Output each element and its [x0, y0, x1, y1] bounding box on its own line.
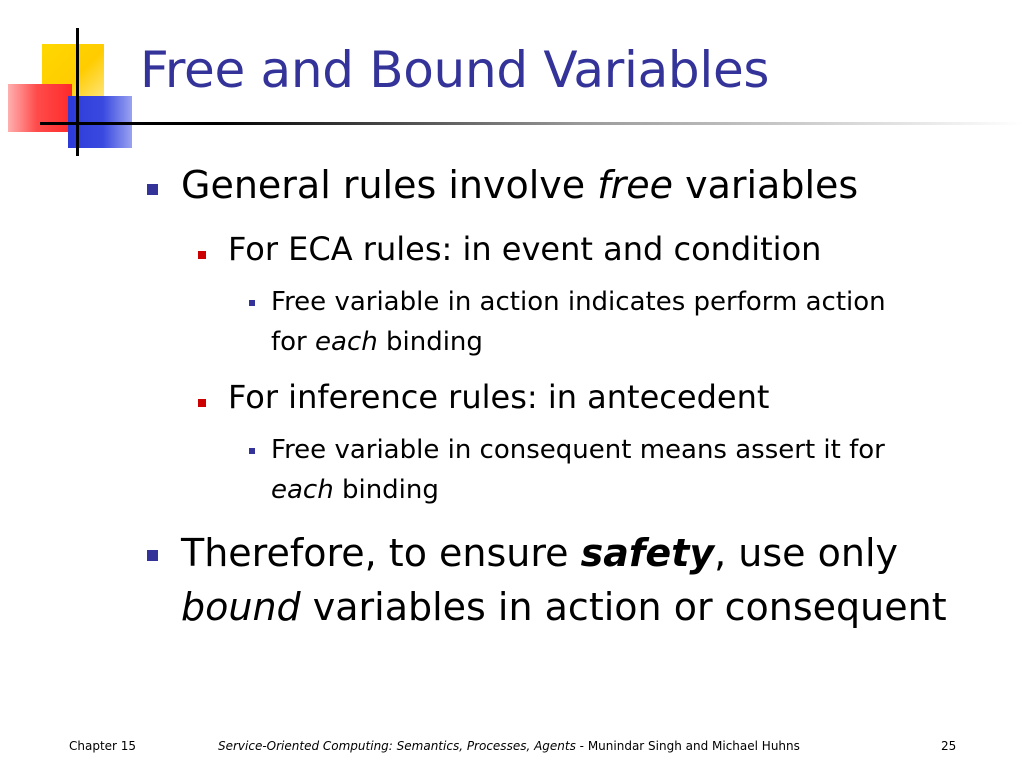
bullet-line: Free variable in consequent means assert it for [271, 435, 885, 465]
title-divider [40, 122, 1024, 125]
bullet-general-rules [181, 160, 858, 210]
bullet-therefore-safety [181, 526, 947, 634]
bullet-text-emphasis: each [315, 327, 378, 357]
footer-book-title: Service-Oriented Computing: Semantics, Processes, Agents [218, 739, 576, 753]
bullet-text: Therefore, to ensure [181, 531, 581, 575]
bullet-line [271, 470, 885, 510]
bullet-text: binding [377, 327, 483, 357]
bullet-marker-level3 [249, 300, 255, 306]
footer-book-credit [218, 738, 800, 754]
bullet-line: Free variable in action indicates perform action [271, 287, 886, 317]
bullet-line [271, 322, 886, 362]
bullet-inference-rules: For inference rules: in antecedent [228, 378, 770, 416]
footer-chapter: Chapter 15 [69, 739, 137, 753]
bullet-line [181, 526, 947, 580]
bullet-marker-level3 [249, 448, 255, 454]
bullet-marker-level1 [147, 550, 158, 561]
footer-page-number: 25 [941, 739, 957, 753]
bullet-text-emphasis: bound [181, 585, 301, 629]
bullet-text: variables [673, 163, 859, 207]
logo-vertical-line [76, 28, 79, 156]
bullet-text: variables in action or consequent [300, 585, 947, 629]
bullet-marker-level2 [198, 399, 206, 407]
slide-title: Free and Bound Variables [140, 41, 770, 99]
bullet-text: for [271, 327, 316, 357]
bullet-text: General rules involve [181, 163, 598, 207]
bullet-text-strong-emphasis: safety [580, 531, 715, 575]
bullet-free-variable-action [271, 282, 886, 362]
bullet-line [181, 580, 947, 634]
bullet-free-variable-consequent [271, 430, 885, 510]
bullet-eca-rules: For ECA rules: in event and condition [228, 230, 822, 268]
bullet-marker-level2 [198, 251, 206, 259]
bullet-text: , use only [714, 531, 899, 575]
bullet-text-emphasis: each [271, 475, 334, 505]
footer-authors: - Munindar Singh and Michael Huhns [575, 739, 800, 753]
bullet-text: binding [333, 475, 439, 505]
decorative-logo [0, 0, 140, 160]
bullet-text-emphasis: free [597, 163, 674, 207]
bullet-marker-level1 [147, 184, 158, 195]
